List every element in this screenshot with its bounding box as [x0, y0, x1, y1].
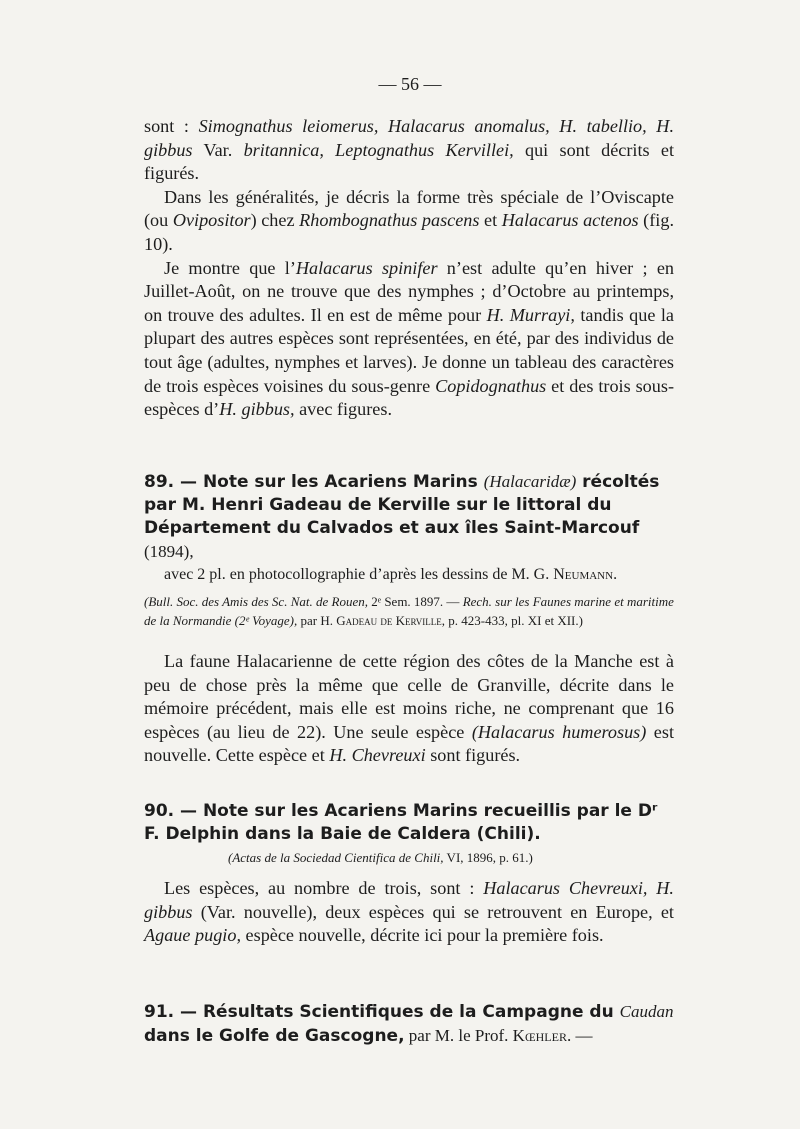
- title-run: (1894),: [144, 542, 194, 561]
- text-run: Les espèces, au nombre de trois, sont :: [164, 878, 484, 898]
- text-run: et des trois sous-espèces d’: [144, 375, 675, 420]
- italic-run: (Actas de la Sociedad Cientifica de Chili,: [228, 850, 444, 865]
- italic-run: Ovipositor: [172, 210, 251, 231]
- page-number: — 56 —: [378, 74, 442, 94]
- italic-run: Halacarus actenos: [501, 210, 639, 231]
- text-run: Gadeau de Kerville,: [336, 613, 446, 628]
- text-run: espèce nouvelle, décrite ici pour la première fois.: [241, 925, 604, 946]
- italic-run: Copidognathus: [435, 375, 547, 396]
- title-run: (Halacaridæ): [483, 472, 577, 491]
- section-90-title: 90. — Note sur les Acariens Marins recueillis par le Dʳ F. Delphin dans la Baie de Caldera (Chili).: [144, 801, 658, 844]
- section-91-title-bold-2: dans le Golfe de Gascogne,: [144, 1026, 405, 1046]
- intro-paragraph-3: [144, 257, 674, 422]
- italic-run: H. Chevreuxi: [329, 745, 426, 766]
- text-run: Var.: [192, 139, 244, 160]
- section-91-author: Kœhler.: [512, 1026, 572, 1045]
- text-run: Je montre que l’: [164, 257, 296, 278]
- text-run: tandis que la plupart des autres espèces sont représentées, en été, par des individus de tout âge (adultes, nymphes et larves). Je donne un tableau des caractères de trois espèces voisines du sous-genre: [144, 304, 674, 396]
- text-run: n’est adulte qu’en hiver ; en Juillet-Août, on ne trouve que des nymphes ; d’Octobre au printemps, on trouve des adultes. Il en est de même pour: [144, 257, 674, 325]
- italic-run: H. gibbus,: [219, 399, 295, 420]
- italic-run: Halacarus Chevreuxi, H. gibbus: [144, 878, 674, 922]
- intro-paragraph-2: [144, 186, 674, 257]
- italic-run: Halacarus spinifer: [295, 257, 438, 278]
- section-90: [144, 800, 674, 948]
- text-run: (fig. 10).: [144, 210, 674, 254]
- italic-run: Agaue pugio,: [144, 925, 241, 946]
- section-91: [144, 1000, 674, 1048]
- text-run: et: [479, 210, 502, 231]
- section-91-ship-name: Caudan: [619, 1002, 674, 1021]
- text-run: est nouvelle. Cette espèce et: [144, 721, 674, 766]
- text-run: ) chez: [250, 210, 300, 231]
- section-89-body: [144, 650, 674, 768]
- title-run: 89. — Note sur les Acariens Marins: [144, 472, 484, 492]
- section-91-title-tail: par M. le Prof.: [404, 1026, 513, 1045]
- section-91-dash: —: [571, 1026, 593, 1045]
- italic-run: H. Murrayi,: [486, 304, 575, 325]
- text-run: par H.: [297, 613, 337, 628]
- italic-run: Rech. sur les Faunes marine et maritime de la Normandie (2ᵉ Voyage),: [144, 594, 674, 628]
- section-89-title: [144, 470, 674, 564]
- title-run: récoltés par M. Henri Gadeau de Kerville sur le littoral du Département du Calvados et aux îles Saint-Marcouf: [144, 472, 660, 538]
- section-90-reference: [144, 848, 674, 867]
- intro-section: [144, 115, 674, 422]
- italic-run: britannica, Leptognathus Kervillei,: [243, 139, 514, 160]
- byline-author: Neumann.: [553, 566, 618, 583]
- text-run: Dans les généralités, je décris la forme très spéciale de l’Oviscapte (ou: [144, 186, 674, 231]
- section-89-byline: [144, 564, 674, 586]
- italic-run: Simognathus leiomerus, Halacarus anomalus, H. tabellio, H. gibbus: [144, 116, 674, 160]
- text-run: VI, 1896, p. 61.): [443, 850, 533, 865]
- text-run: sont :: [144, 116, 199, 136]
- text-run: 2ᵉ Sem. 1897. —: [371, 594, 463, 609]
- italic-run: Rhombognathus pascens: [299, 210, 480, 231]
- intro-paragraph-1: [144, 115, 674, 186]
- section-90-body: [144, 877, 674, 948]
- text-run: avec figures.: [294, 399, 392, 420]
- italic-run: (Halacarus humerosus): [471, 721, 647, 742]
- text-run: p. 423-433, pl. XI et XII.): [445, 613, 583, 628]
- byline-text: avec 2 pl. en photocollographie d’après les dessins de M. G.: [164, 566, 554, 583]
- section-89-reference: [144, 592, 674, 630]
- section-91-title-bold: 91. — Résultats Scientifiques de la Campagne du: [144, 1002, 620, 1022]
- text-run: (Var. nouvelle), deux espèces qui se retrouvent en Europe, et: [192, 901, 674, 922]
- section-91-title: [144, 1000, 674, 1048]
- italic-run: (Bull. Soc. des Amis des Sc. Nat. de Rouen,: [144, 594, 372, 609]
- text-run: La faune Halacarienne de cette région des côtes de la Manche est à peu de chose près la même que celle de Granville, décrite dans le mémoire précédent, mais elle est moins riche, ne comprenant que 16 espèces (au lieu de 22). Une seule espèce: [144, 651, 674, 742]
- text-run: qui sont décrits et figurés.: [144, 139, 674, 184]
- section-89: [144, 470, 674, 768]
- text-run: sont figurés.: [425, 745, 521, 766]
